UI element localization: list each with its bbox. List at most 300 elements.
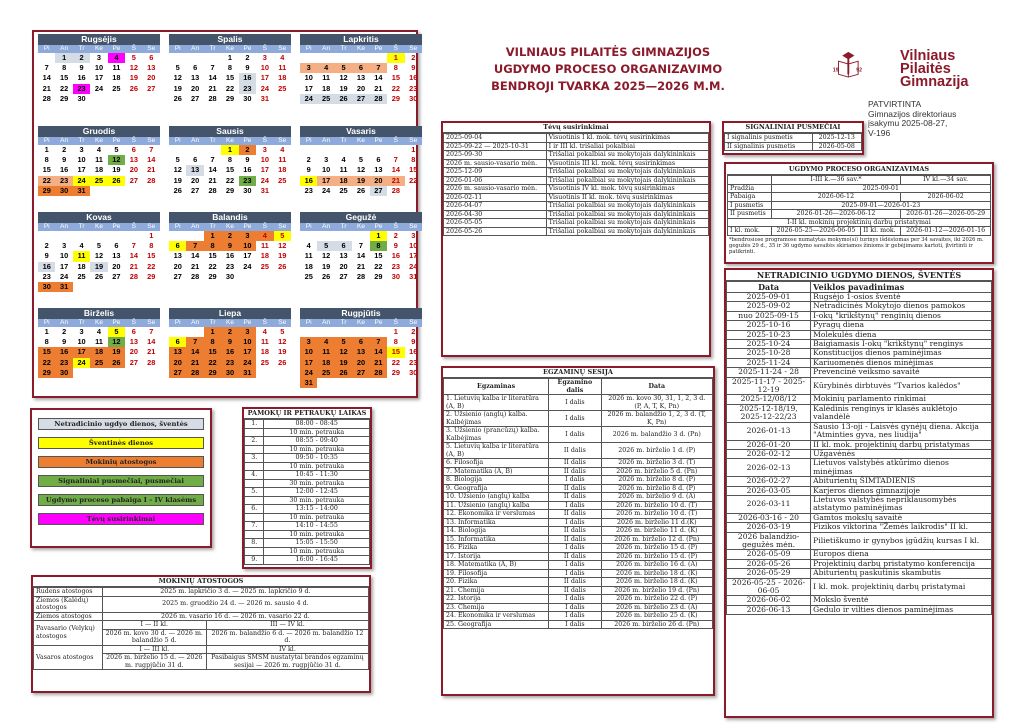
calendar-day: 16 bbox=[225, 251, 235, 261]
weekday-header bbox=[38, 319, 160, 327]
parent-meetings-table bbox=[443, 133, 709, 236]
table-cell: Visuotinis IV kl. mok. tėvų susirinkimas bbox=[546, 185, 708, 194]
calendar-day: 13 bbox=[339, 251, 348, 261]
calendar-day bbox=[317, 327, 334, 337]
weekday-header bbox=[169, 223, 291, 231]
table-cell: Lietuvos valstybės nepriklausomybės atstatymo paminėjimas bbox=[811, 495, 992, 513]
table-row bbox=[444, 569, 713, 578]
table-cell: Kūrybinės dirbtuvės "Tvarios kalėdos" bbox=[811, 377, 992, 395]
table-cell: Abiturientų paskutinis skambutis bbox=[811, 569, 992, 578]
table-row bbox=[245, 479, 370, 488]
table-row bbox=[245, 505, 370, 514]
calendar-day bbox=[125, 231, 142, 241]
calendar-day: 21 bbox=[147, 347, 156, 357]
table-cell: 2026-02-13 bbox=[727, 459, 811, 477]
calendar-day bbox=[73, 231, 90, 241]
calendar-day: 21 bbox=[208, 83, 217, 93]
calendar-day: 17 bbox=[317, 176, 334, 186]
month-name: Rugpjūtis bbox=[300, 308, 422, 319]
legend-item: Šventinės dienos bbox=[38, 437, 204, 449]
calendar-day: 26 bbox=[278, 357, 287, 367]
table-cell: Baigiamasis I-okų "krikštynų" renginys bbox=[811, 340, 992, 349]
calendar-day: 29 bbox=[208, 271, 217, 281]
weekday-label: Tr bbox=[78, 319, 85, 326]
weekday-label: Pi bbox=[305, 137, 312, 144]
table-cell: 10 min. petrauka bbox=[264, 513, 370, 522]
table-row bbox=[727, 368, 992, 377]
calendar-day bbox=[169, 145, 186, 155]
table-row bbox=[245, 445, 370, 454]
table-cell: I dalis bbox=[549, 603, 601, 612]
table-cell bbox=[245, 496, 264, 505]
calendar-day: 3 bbox=[262, 53, 267, 62]
calendar-day: 30 bbox=[38, 282, 55, 292]
calendar-day: 25 bbox=[112, 83, 121, 93]
calendar-day: 22 bbox=[38, 358, 55, 368]
calendar-day: 28 bbox=[147, 357, 156, 367]
table-row bbox=[444, 427, 713, 443]
weekday-label: Pi bbox=[174, 223, 181, 230]
calendar-day: 23 bbox=[42, 271, 51, 281]
calendar-day: 25 bbox=[260, 261, 269, 271]
calendar-day: 13 bbox=[191, 73, 200, 83]
table-cell: 22. Istorija bbox=[444, 595, 549, 604]
table-cell: 15. Informatika bbox=[444, 535, 549, 544]
calendar-day: 28 bbox=[147, 175, 156, 185]
calendar-day: 25 bbox=[77, 271, 86, 281]
weekday-label: Š bbox=[131, 223, 137, 230]
table-cell: Rugsėjo 1-osios šventė bbox=[811, 293, 992, 302]
weekday-label: Pi bbox=[174, 137, 181, 144]
weekday-label: Se bbox=[147, 223, 156, 230]
calendar-day: 1 bbox=[221, 145, 238, 155]
logo-text bbox=[900, 50, 969, 89]
weekday-label: Se bbox=[278, 319, 287, 326]
table-cell: Visuotinis II kl. mok. tėvų susirinkimas bbox=[546, 193, 708, 202]
signal-title: SIGNALINIAI PUSMEČIAI bbox=[724, 123, 862, 133]
table-cell: 2026 m. birželio 16 d. (A) bbox=[601, 561, 712, 570]
month-name: Spalis bbox=[169, 34, 291, 45]
table-cell: 2026 m. birželio 22 d. (P) bbox=[601, 595, 712, 604]
calendar-day: 17 bbox=[239, 347, 256, 357]
process-end-1: 2026-06-12 bbox=[771, 193, 901, 202]
table-cell: 2026 m. vasario 16 d. — 2026 m. vasario 22 d. bbox=[102, 612, 368, 621]
table-cell: 2026-05-09 bbox=[727, 550, 811, 559]
table-cell: 2. bbox=[245, 437, 264, 446]
calendar-day: 26 bbox=[108, 358, 125, 368]
calendar-day: 21 bbox=[42, 83, 51, 93]
calendar-day: 15 bbox=[225, 165, 235, 175]
table-cell: 2. Užsienio (anglų) kalba. Kalbėjimas bbox=[444, 411, 549, 427]
calendar-day: 1 bbox=[387, 53, 404, 63]
day-grid bbox=[169, 327, 291, 378]
table-cell: 3. bbox=[245, 454, 264, 463]
calendar-day: 4 bbox=[108, 53, 125, 63]
calendar-day: 12 bbox=[173, 73, 182, 83]
weekday-label: Tr bbox=[340, 137, 347, 144]
calendar-day: 19 bbox=[278, 251, 287, 261]
calendar-day: 31 bbox=[260, 185, 269, 195]
calendar-day: 25 bbox=[90, 358, 107, 368]
calendar-day bbox=[317, 145, 334, 155]
calendar-day: 22 bbox=[147, 261, 156, 271]
process-end-label: Pabaiga bbox=[728, 193, 772, 202]
calendar-day: 3 bbox=[62, 241, 67, 251]
table-cell: 16:00 - 16:45 bbox=[264, 556, 370, 565]
table-cell: Kariuomenės dienos minėjimas bbox=[811, 358, 992, 367]
calendar-day: 24 bbox=[409, 261, 418, 271]
calendar-day: 19 bbox=[108, 347, 125, 357]
calendar-day: 3 bbox=[262, 145, 267, 154]
table-cell: I dalis bbox=[549, 569, 601, 578]
calendar-day: 18 bbox=[94, 165, 104, 175]
calendar-day: 8 bbox=[227, 63, 233, 73]
table-cell: 2026-05-08 bbox=[812, 142, 861, 151]
calendar-day: 23 bbox=[304, 185, 313, 195]
calendar-day: 6 bbox=[169, 241, 186, 251]
weekday-label: Ke bbox=[357, 223, 365, 230]
table-cell: II dalis bbox=[549, 443, 601, 459]
table-cell: 2025-09-02 bbox=[727, 302, 811, 311]
table-cell: I dalis bbox=[549, 411, 601, 427]
weekday-label: An bbox=[322, 137, 331, 144]
weekday-label: Š bbox=[262, 223, 268, 230]
table-row bbox=[444, 202, 709, 211]
calendar-day: 12 bbox=[108, 155, 125, 165]
legend-item: Ugdymo proceso pabaiga I - IV klasėms bbox=[38, 494, 204, 506]
table-row bbox=[245, 437, 370, 446]
calendar-day: 20 bbox=[356, 83, 366, 93]
exam-table bbox=[443, 378, 713, 629]
table-cell: 10 min. petrauka bbox=[264, 530, 370, 539]
calendar-day bbox=[204, 145, 221, 155]
calendar-day: 10 bbox=[77, 337, 86, 347]
table-row bbox=[444, 510, 713, 519]
parent-meetings bbox=[441, 121, 711, 357]
table-row bbox=[444, 586, 713, 595]
vacations-table bbox=[33, 587, 369, 670]
table-cell: 25. Geografija bbox=[444, 620, 549, 629]
process-end-2: 2026-06-02 bbox=[901, 193, 991, 202]
table-cell: Užgavėnės bbox=[811, 449, 992, 458]
calendar-day: 11 bbox=[278, 155, 287, 165]
calendar-day: 1 bbox=[149, 231, 154, 240]
weekday-label: Tr bbox=[209, 223, 216, 230]
table-cell: 14. Biologija bbox=[444, 527, 549, 536]
weekday-label: An bbox=[191, 319, 200, 326]
table-cell: 11. Užsienio (anglų) kalba bbox=[444, 501, 549, 510]
table-row bbox=[727, 395, 992, 404]
calendar-day: 9 bbox=[393, 241, 398, 251]
weekday-label: Pi bbox=[43, 137, 50, 144]
weekday-label: Se bbox=[409, 223, 418, 230]
calendar-day: 26 bbox=[108, 176, 125, 186]
calendar-day: 3 bbox=[300, 337, 317, 347]
table-cell: 19. Filosofija bbox=[444, 569, 549, 578]
table-cell: 2026 m. sausio-vasario mėn. bbox=[444, 185, 547, 194]
table-cell bbox=[245, 479, 264, 488]
calendar-day: 2 bbox=[411, 327, 416, 336]
calendar-day: 29 bbox=[391, 367, 400, 377]
calendar-day: 16 bbox=[243, 165, 252, 175]
table-row bbox=[245, 556, 370, 565]
calendar-day: 4 bbox=[96, 327, 102, 336]
weekday-label: Š bbox=[393, 319, 399, 326]
table-cell: 2025-11-24 bbox=[727, 358, 811, 367]
table-cell: I dalis bbox=[549, 561, 601, 570]
calendar-day: 24 bbox=[239, 358, 256, 368]
table-cell: I dalis bbox=[549, 395, 601, 411]
weekday-label: Ke bbox=[357, 45, 365, 52]
table-cell: II dalis bbox=[549, 586, 601, 595]
calendar-day: 26 bbox=[278, 261, 287, 271]
table-cell: I-okų "krikštynų" renginių dienos bbox=[811, 311, 992, 320]
calendar-day: 10 bbox=[260, 155, 269, 165]
calendar-day: 3 bbox=[324, 155, 329, 165]
table-row bbox=[444, 476, 713, 485]
table-cell: 9. Geografija bbox=[444, 484, 549, 493]
table-cell: Konstitucijos dienos paminėjimas bbox=[811, 349, 992, 358]
summer-c2: Pasibaigus SMSM nustatytai brandos egzaminų sesijai — 2026 m. rugpjūčio 31 d. bbox=[206, 654, 368, 670]
calendar-day: 1 bbox=[227, 53, 233, 62]
calendar-day: 20 bbox=[112, 261, 121, 271]
parent-meetings-title: Tėvų susirinkimai bbox=[443, 123, 709, 133]
calendar-day: 5 bbox=[108, 327, 125, 337]
calendar-day: 2 bbox=[239, 145, 256, 155]
calendar-day: 24 bbox=[243, 261, 252, 271]
table-row bbox=[444, 168, 709, 177]
table-cell: 18. Matematika (A, B) bbox=[444, 561, 549, 570]
calendar-day: 20 bbox=[129, 347, 138, 357]
table-row bbox=[245, 488, 370, 497]
table-row bbox=[444, 603, 713, 612]
calendar-day bbox=[90, 231, 107, 241]
weekday-label: Se bbox=[278, 223, 287, 230]
calendar-day: 5 bbox=[114, 145, 119, 154]
table-cell: I dalis bbox=[549, 427, 601, 443]
table-cell: Gedulo ir vilties dienos paminėjimas bbox=[811, 605, 992, 614]
table-cell: Mokinių parlamento rinkimai bbox=[811, 395, 992, 404]
semester-2a: 2026-01-26—2026-06-12 bbox=[771, 210, 901, 219]
month-name: Balandis bbox=[169, 212, 291, 223]
weekday-label: An bbox=[191, 137, 200, 144]
calendar-day: 11 bbox=[260, 337, 269, 347]
weekday-label: Pi bbox=[43, 223, 50, 230]
calendar-day: 29 bbox=[147, 271, 156, 281]
table-cell: 2026 m. birželio 3 d. (T) bbox=[601, 459, 712, 468]
table-cell: 2026-06-13 bbox=[727, 605, 811, 614]
table-row bbox=[245, 522, 370, 531]
table-cell: II dalis bbox=[549, 510, 601, 519]
table-cell: 14:10 - 14:55 bbox=[264, 522, 370, 531]
weekday-header bbox=[169, 319, 291, 327]
calendar-day bbox=[300, 53, 317, 63]
table-row bbox=[245, 462, 370, 471]
table-cell: 2025-09-01 bbox=[727, 293, 811, 302]
table-cell: 1. Lietuvių kalba ir literatūra (A, B) bbox=[444, 395, 549, 411]
calendar-day: 25 bbox=[317, 94, 334, 104]
table-cell: II dalis bbox=[549, 459, 601, 468]
table-cell: 8. Biologija bbox=[444, 476, 549, 485]
table-row bbox=[444, 193, 709, 202]
table-cell: I dalis bbox=[549, 620, 601, 629]
month-6 bbox=[38, 212, 160, 292]
calendar-day: 16 bbox=[55, 347, 72, 357]
calendar-day: 14 bbox=[147, 155, 156, 165]
table-cell: Gamtos mokslų savaitė bbox=[811, 513, 992, 522]
calendar-day: 19 bbox=[278, 347, 287, 357]
calendar-day: 15 bbox=[60, 73, 69, 83]
calendar-day bbox=[169, 53, 186, 63]
weekday-label: Pe bbox=[112, 45, 121, 52]
table-row bbox=[727, 477, 992, 486]
weekday-label: Ke bbox=[357, 137, 365, 144]
calendar-day: 16 bbox=[409, 347, 418, 357]
calendar-day: 2 bbox=[44, 241, 49, 251]
calendar-day: 13 bbox=[112, 251, 121, 261]
table-row bbox=[727, 569, 992, 578]
table-cell: 2026 m. birželio 9 d. (A) bbox=[601, 493, 712, 502]
process-start: 2025-09-01 bbox=[771, 184, 990, 193]
calendar-day bbox=[352, 145, 369, 155]
process-title: UGDYMO PROCESO ORGANIZAVIMAS bbox=[727, 165, 991, 175]
weekday-header bbox=[300, 45, 422, 53]
table-cell: Fizikos viktorina "Žemės laikrodis" II kl. bbox=[811, 523, 992, 532]
calendar-day: 6 bbox=[131, 327, 136, 336]
weekday-label: Pe bbox=[374, 319, 383, 326]
calendar-day: 8 bbox=[393, 63, 398, 73]
weekday-label: An bbox=[322, 223, 331, 230]
table-cell: 2026-02-11 bbox=[444, 193, 547, 202]
table-cell: Rudens atostogos bbox=[34, 588, 103, 597]
calendar-day: 14 bbox=[186, 347, 203, 357]
table-row bbox=[444, 595, 713, 604]
table-cell: Molekulės diena bbox=[811, 330, 992, 339]
calendar-day: 18 bbox=[278, 73, 287, 83]
calendar-day: 22 bbox=[409, 175, 418, 185]
table-cell: 09:50 - 10:35 bbox=[264, 454, 370, 463]
table-row bbox=[444, 620, 713, 629]
weekday-label: Pe bbox=[243, 45, 252, 52]
calendar-day: 17 bbox=[60, 261, 69, 271]
spring-h2: III — IV kl. bbox=[206, 621, 368, 630]
table-cell: 2026 m. birželio 23 d. (A) bbox=[601, 603, 712, 612]
calendar-day: 9 bbox=[245, 63, 250, 73]
month-name: Vasaris bbox=[300, 126, 422, 137]
month-9 bbox=[38, 308, 160, 378]
month-name: Rugsėjis bbox=[38, 34, 160, 45]
table-cell: 2026-01-20 bbox=[727, 440, 811, 449]
calendar-day: 17 bbox=[300, 358, 317, 368]
calendar-day: 21 bbox=[186, 358, 203, 368]
calendar-day: 28 bbox=[186, 368, 203, 378]
table-cell: 2026 m. birželio 18 d. (K) bbox=[601, 578, 712, 587]
table-cell: 12. Ekonomika ir verslumas bbox=[444, 510, 549, 519]
calendar-day: 14 bbox=[191, 251, 200, 261]
calendar-day: 27 bbox=[191, 93, 200, 103]
calendar-day: 29 bbox=[38, 368, 55, 378]
calendar-day: 23 bbox=[409, 357, 418, 367]
table-row bbox=[444, 443, 713, 459]
calendar-day: 7 bbox=[210, 63, 215, 73]
calendar-day: 8 bbox=[204, 337, 221, 347]
vacations bbox=[31, 575, 371, 693]
calendar-day: 22 bbox=[391, 83, 400, 93]
table-cell: 2026 m. balandžio 3 d. (Pn) bbox=[601, 427, 712, 443]
calendar-day: 8 bbox=[227, 155, 233, 165]
calendar-day: 28 bbox=[191, 271, 200, 281]
calendar-day: 9 bbox=[411, 337, 416, 347]
table-cell: 2025-12-13 bbox=[812, 134, 861, 143]
calendar-day: 8 bbox=[62, 63, 67, 73]
events-title: NETRADICINIO UGDYMO DIENOS, ŠVENTĖS bbox=[726, 270, 992, 281]
table-row bbox=[444, 176, 709, 185]
calendar-day: 7 bbox=[393, 155, 398, 165]
calendar-day: 3 bbox=[411, 231, 416, 240]
calendar-day: 2 bbox=[73, 53, 90, 63]
calendar-day: 20 bbox=[191, 175, 200, 185]
table-cell: 30 min. petrauka bbox=[264, 479, 370, 488]
logo-year-a: 19 bbox=[832, 67, 839, 74]
month-3 bbox=[38, 126, 160, 196]
weekday-label: Š bbox=[131, 137, 137, 144]
table-row bbox=[34, 596, 369, 612]
table-row bbox=[444, 459, 713, 468]
calendar-day: 2 bbox=[393, 231, 398, 240]
calendar-day bbox=[186, 145, 203, 155]
weekday-label: Tr bbox=[340, 319, 347, 326]
table-cell: 2025-12-18/19, 2025-12-22/23 bbox=[727, 404, 811, 422]
calendar-day: 4 bbox=[262, 327, 267, 336]
calendar-day: 28 bbox=[208, 93, 217, 103]
calendar-day: 19 bbox=[352, 176, 369, 186]
table-cell: 2026-05-25 - 2026-06-05 bbox=[727, 578, 811, 596]
table-row bbox=[727, 550, 992, 559]
table-cell: I kl. mok. projektinių darbų pristatymai bbox=[811, 578, 992, 596]
table-cell: 10:45 - 11:30 bbox=[264, 471, 370, 480]
weekday-label: Tr bbox=[78, 137, 85, 144]
calendar-day: 13 bbox=[169, 347, 186, 357]
weekday-header bbox=[38, 45, 160, 53]
table-row bbox=[725, 142, 862, 151]
calendar-day: 13 bbox=[129, 155, 138, 165]
calendar-day: 6 bbox=[131, 145, 136, 154]
table-cell: 7. bbox=[245, 522, 264, 531]
calendar-day: 11 bbox=[339, 165, 348, 175]
weekday-label: Se bbox=[147, 45, 156, 52]
calendar-day: 20 bbox=[129, 165, 138, 175]
table-cell: 2026-04-07 bbox=[444, 202, 547, 211]
table-cell: II signalinis pusmetis bbox=[725, 142, 813, 151]
weekday-label: Pe bbox=[243, 223, 252, 230]
table-cell: Sausio 13-oji - Laisvės gynėjų diena. Akcija "Atminties gyva, nes liudija" bbox=[811, 422, 992, 440]
weekday-header bbox=[38, 223, 160, 231]
table-row bbox=[34, 588, 369, 597]
table-row bbox=[444, 501, 713, 510]
legend-item: Tėvų susirinkimai bbox=[38, 513, 204, 525]
calendar-day: 28 bbox=[356, 271, 366, 281]
calendar-day: 5 bbox=[280, 327, 285, 336]
logo-year-b: 92 bbox=[856, 67, 862, 74]
calendar-day: 14 bbox=[129, 251, 138, 261]
calendar-day: 23 bbox=[391, 261, 400, 271]
process-organisation bbox=[724, 162, 994, 264]
table-cell: 2025-11-17 - 2025-12-19 bbox=[727, 377, 811, 395]
calendar-day: 27 bbox=[112, 271, 121, 281]
table-cell: II dalis bbox=[549, 467, 601, 476]
table-row bbox=[444, 210, 709, 219]
calendar-day: 18 bbox=[322, 83, 331, 93]
